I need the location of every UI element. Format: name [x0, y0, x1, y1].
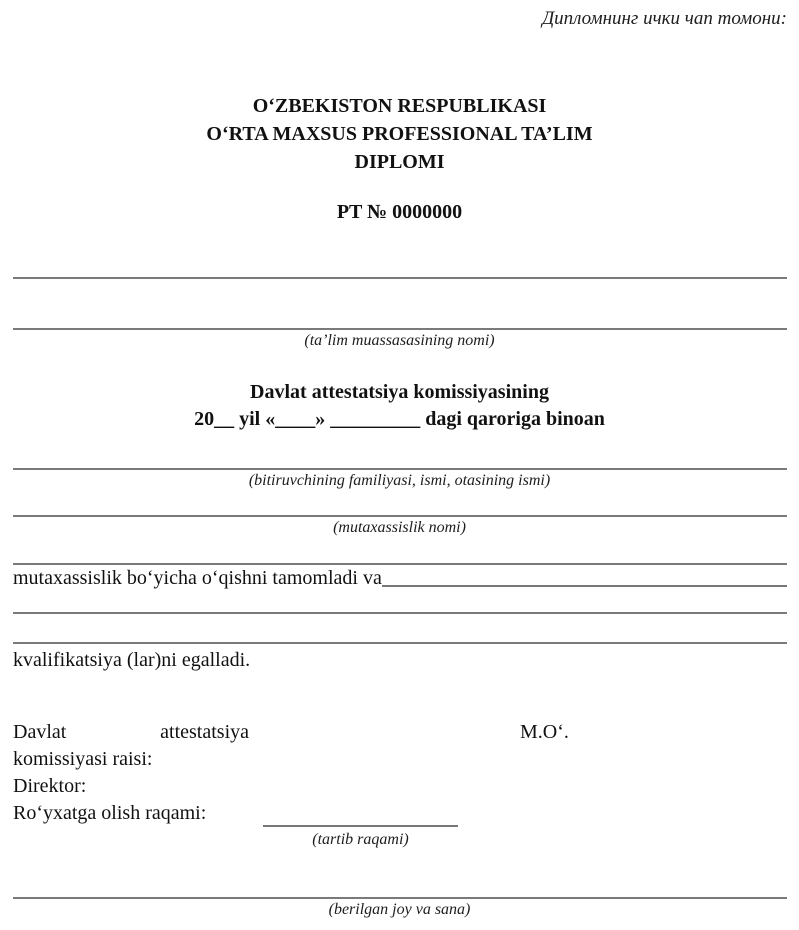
registration-label: Ro‘yxatga olish raqami:: [13, 802, 207, 824]
graduate-caption: (bitiruvchining familiyasi, ismi, otasining ismi): [248, 472, 551, 489]
completion-fill-line: [382, 585, 787, 587]
director-label: Direktor:: [13, 775, 87, 797]
decision-block: [0, 379, 799, 433]
title-line-diploma: DIPLOMI: [354, 151, 445, 173]
chairman-label-row: [13, 721, 249, 744]
seal-placeholder: M.O‘.: [520, 721, 569, 743]
chairman-label-row-2: komissiyasi raisi:: [13, 748, 153, 770]
institution-caption: (ta’lim muassasasining nomi): [304, 332, 495, 349]
graduate-blank-line: [13, 468, 787, 470]
institution-blank-line-1: [13, 277, 787, 279]
issued-caption: (berilgan joy va sana): [328, 901, 471, 918]
completion-row: [13, 566, 787, 590]
serial-number: PT № 0000000: [336, 201, 463, 223]
title-block: [0, 92, 799, 176]
header-note: Дипломнинг ички чап томони:: [542, 8, 787, 29]
chairman-word-attestatsiya: attestatsiya: [160, 721, 249, 743]
qualification-blank-line-2: [13, 642, 787, 644]
title-line-country: O‘ZBEKISTON RESPUBLIKASI: [252, 95, 547, 117]
qualification-text: kvalifikatsiya (lar)ni egalladi.: [13, 649, 251, 671]
institution-blank-line-2: [13, 328, 787, 330]
specialty-caption: (mutaxassislik nomi): [333, 519, 466, 536]
specialty-blank-line: [13, 515, 787, 517]
specialty-extra-blank-line: [13, 563, 787, 565]
decision-line-commission: Davlat attestatsiya komissiyasining: [250, 381, 549, 403]
completion-text: mutaxassislik bo‘yicha o‘qishni tamomladi va: [13, 567, 382, 589]
registration-fill-line: [263, 825, 458, 827]
chairman-word-davlat: Davlat: [13, 721, 67, 743]
issued-blank-line: [13, 897, 787, 899]
registration-caption: (tartib raqami): [312, 831, 409, 848]
decision-line-date: 20__ yil «____» _________ dagi qaroriga binoan: [194, 408, 605, 430]
qualification-blank-line-1: [13, 612, 787, 614]
title-line-education: O‘RTA MAXSUS PROFESSIONAL TA’LIM: [206, 123, 593, 145]
